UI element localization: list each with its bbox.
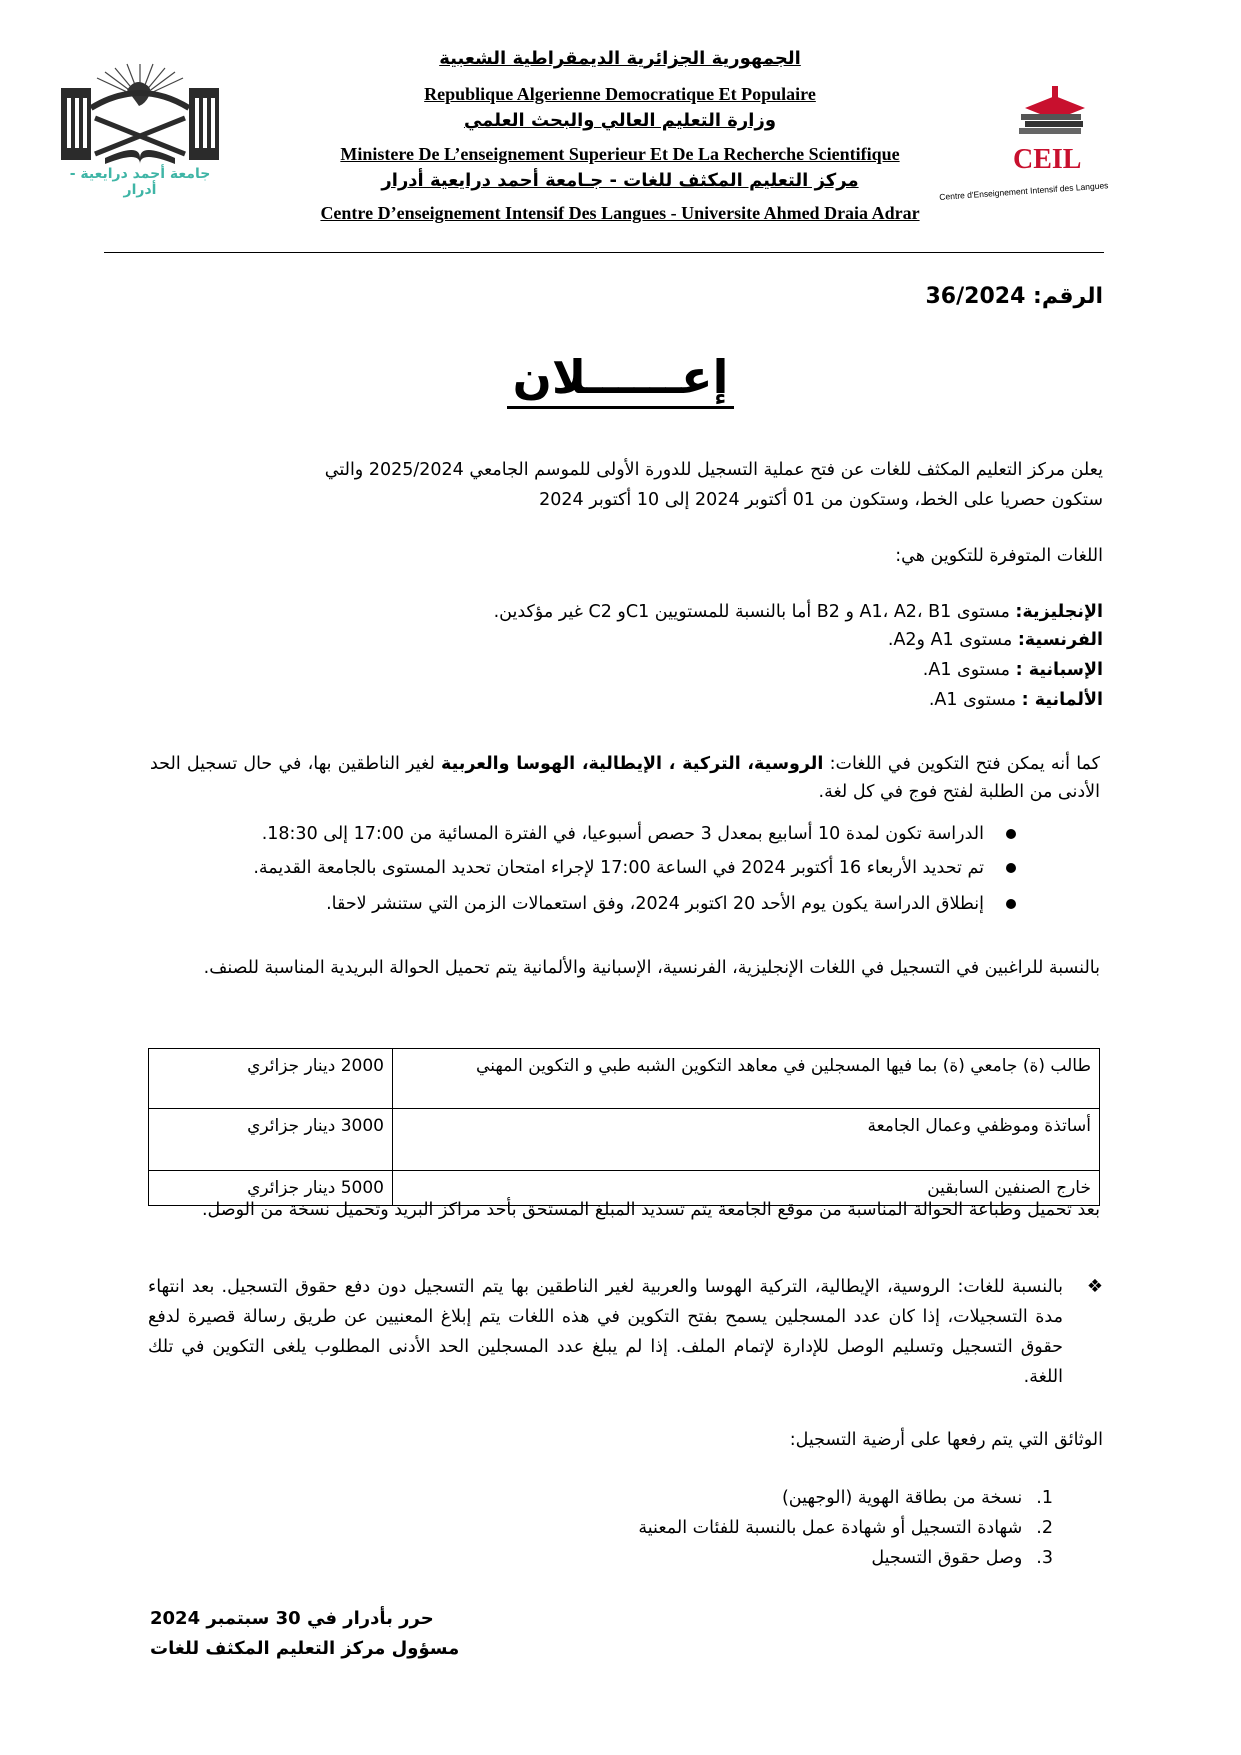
bullet-dot-icon [1006,863,1016,873]
header-ar-center: مركز التعليم المكثف للغات - جـامعة أحمد درايعية أدرار [381,170,859,191]
other-langs-list: الروسية، التركية ، الإيطالية، الهوسا والعربية [441,754,824,774]
language-name: الإنجليزية: [1015,602,1103,622]
language-detail: مستوى A1. [928,690,1022,710]
bullet-text: إنطلاق الدراسة يكون يوم الأحد 20 اكتوبر 2024، وفق استعمالات الزمن التي ستنشر لاحقا. [326,894,984,914]
language-spanish [923,660,1103,680]
other-langs-suffix: لغير الناطقين بها، في حال تسجيل الحد الأدنى من الطلبة لفتح فوج في كل لغة. [150,754,1100,802]
header-fr-republic: Republique Algerienne Democratique Et Populaire [424,84,816,104]
document-number: 2. [1036,1518,1053,1538]
header-ar-republic: الجمهورية الجزائرية الديمقراطية الشعبية [439,48,801,69]
ceil-logo-text: CEIL [1013,144,1082,175]
language-detail: مستوى A1 وA2. [887,630,1018,650]
bullet-dot-icon [1006,899,1016,909]
after-payment-paragraph: بعد تحميل وطباعة الحوالة المناسبة من موقع الجامعة يتم تسديد المبلغ المستحق بأحد مراكز البريد وتحميل نسخة من الوصل. [201,1200,1100,1220]
language-english [494,602,1103,622]
document-item [638,1518,1053,1538]
bullet-item [253,858,1016,878]
bullet-item [326,894,1016,914]
ceil-logo [939,78,1165,202]
document-item [782,1488,1053,1508]
diamond-bullet-icon: ❖ [1086,1276,1103,1297]
bullet-text: الدراسة تكون لمدة 10 أسابيع بمعدل 3 حصص أسبوعيا، في الفترة المسائية من 17:00 إلى 18:30. [261,824,984,844]
university-logo-text: جامعة أحمد درايعية - أدرار [69,166,211,198]
document-item [871,1548,1053,1568]
language-detail: مستوى A1. [922,660,1016,680]
table-row [149,1049,1100,1109]
language-french [888,630,1103,650]
header-fr-center: Centre D’enseignement Intensif Des Langues - Universite Ahmed Draia Adrar [320,203,920,223]
bullet-dot-icon [1006,829,1016,839]
document-text: شهادة التسجيل أو شهادة عمل بالنسبة للفئات المعنية [638,1518,1023,1538]
signature-signer: مسؤول مركز التعليم المكثف للغات [150,1638,460,1659]
fee-amount: 3000 دينار جزائري [149,1109,393,1171]
page-title [0,350,1241,404]
fees-intro: بالنسبة للراغبين في التسجيل في اللغات الإنجليزية، الفرنسية، الإسبانية والألمانية يتم تحميل الحوالة البريدية المناسبة للصنف. [203,958,1100,978]
header-ar-ministry: وزارة التعليم العالي والبحث العلمي [463,110,777,131]
fees-table [148,1048,1100,1206]
fee-amount: 5000 دينار جزائري [149,1171,393,1206]
reference-number: الرقم: 36/2024 [925,284,1103,309]
title-text: إعــــــلان [507,350,735,409]
header-fr-ministry: Ministere De L’enseignement Superieur Et De La Recherche Scientifique [340,144,900,164]
fee-category: طالب (ة) جامعي (ة) بما فيها المسجلين في معاهد التكوين الشبه طبي و التكوين المهني [393,1049,1100,1109]
fee-category: خارج الصنفين السابقين [393,1171,1100,1206]
languages-heading: اللغات المتوفرة للتكوين هي: [895,546,1103,566]
language-name: الألمانية : [1021,690,1103,710]
university-logo [55,58,225,198]
language-name: الفرنسية: [1017,630,1103,650]
document-text: وصل حقوق التسجيل [871,1548,1023,1568]
language-german [929,690,1103,710]
bullet-text: تم تحديد الأربعاء 16 أكتوبر 2024 في الساعة 17:00 لإجراء امتحان تحديد المستوى بالجامعة القديمة. [253,858,984,878]
documents-heading: الوثائق التي يتم رفعها على أرضية التسجيل: [789,1430,1103,1450]
graduation-books-icon [1015,78,1095,138]
header-divider [104,252,1104,253]
other-languages-paragraph [150,750,1100,806]
document-number: 3. [1036,1548,1053,1568]
other-langs-prefix: كما أنه يمكن فتح التكوين في اللغات: [823,754,1101,774]
bullet-item [262,824,1016,844]
document-text: نسخة من بطاقة الهوية (الوجهين) [781,1488,1023,1508]
ceil-logo-caption: Centre d'Enseignement Intensif des Langues [939,180,1109,202]
signature-date: حرر بأدرار في 30 سبتمبر 2024 [150,1608,434,1629]
language-detail: مستوى A1، A2، B1 و B2 أما بالنسبة للمستويين C1و C2 غير مؤكدين. [493,602,1016,622]
document-number: 1. [1036,1488,1053,1508]
table-row [149,1109,1100,1171]
other-languages-note-text: بالنسبة للغات: الروسية، الإيطالية، التركية الهوسا والعربية لغير الناطقين بها يتم التسجيل دون دفع حقوق التسجيل. بعد انتهاء مدة التسجيلات، إذا كان عدد المسجلين يسمح بفتح التكوين في هذه اللغات يتم إبلاغ المعنيين عن طريق رسالة قصيرة لدفع حقوق التسجيل وتسليم الوصل للإدارة لإتمام الملف. إذا لم يبلغ عدد المسجلين الحد الأدنى المطلوب يلغى التكوين في تلك اللغة. [148,1277,1063,1387]
fee-amount: 2000 دينار جزائري [149,1049,393,1109]
intro-line-1: يعلن مركز التعليم المكثف للغات عن فتح عملية التسجيل للدورة الأولى للموسم الجامعي 2025/2024 والتي [324,460,1103,480]
intro-line-2: ستكون حصريا على الخط، وستكون من 01 أكتوبر 2024 إلى 10 أكتوبر 2024 [539,490,1103,510]
fee-category: أساتذة وموظفي وعمال الجامعة [393,1109,1100,1171]
language-name: الإسبانية : [1015,660,1103,680]
